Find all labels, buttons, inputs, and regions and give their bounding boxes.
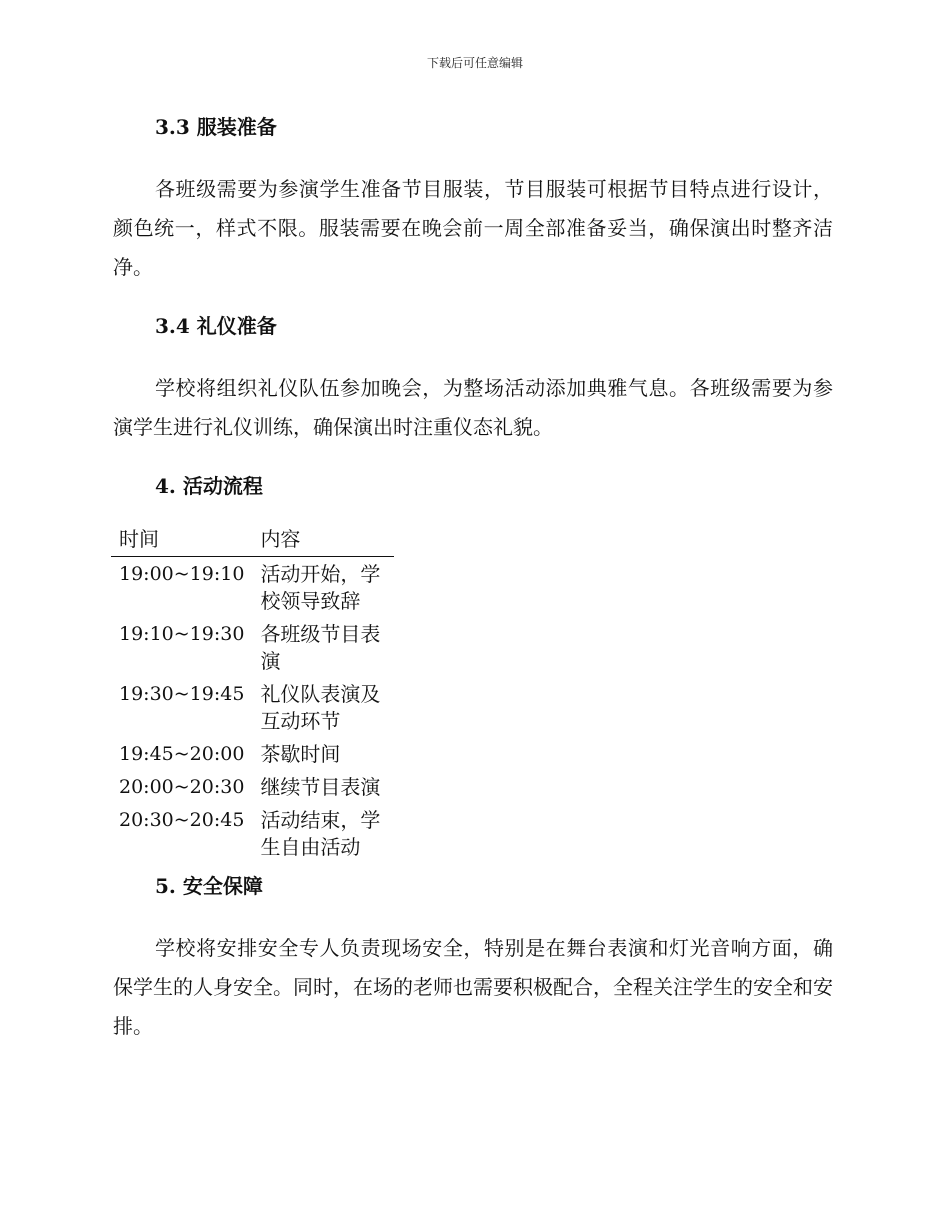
schedule-table bbox=[111, 521, 394, 863]
time-cell: 20:30~20:45 bbox=[119, 809, 245, 831]
section-4-heading: 4. 活动流程 bbox=[155, 474, 263, 498]
time-cell: 19:30~19:45 bbox=[119, 683, 245, 705]
table-header-row bbox=[111, 521, 394, 557]
section-5-heading: 5. 安全保障 bbox=[155, 874, 263, 898]
time-cell: 19:00~19:10 bbox=[119, 563, 245, 585]
table-row bbox=[111, 770, 394, 803]
table-row bbox=[111, 617, 394, 677]
content-cell: 继续节目表演 bbox=[260, 775, 381, 799]
table-row bbox=[111, 803, 394, 863]
table-row bbox=[111, 677, 394, 737]
time-cell: 20:00~20:30 bbox=[119, 776, 245, 798]
document-body bbox=[113, 112, 833, 1046]
section-3-3-heading: 3.3 服装准备 bbox=[155, 115, 277, 139]
column-header-time: 时间 bbox=[111, 521, 252, 557]
section-3-4-paragraph: 学校将组织礼仪队伍参加晚会，为整场活动添加典雅气息。各班级需要为参演学生进行礼仪训练，确保演出时注重仪态礼貌。 bbox=[113, 376, 833, 439]
table-row bbox=[111, 737, 394, 770]
content-cell: 礼仪队表演及互动环节 bbox=[260, 682, 381, 733]
column-header-content: 内容 bbox=[252, 521, 394, 557]
page-header: 下载后可任意编辑 bbox=[426, 56, 523, 70]
section-3-3-paragraph: 各班级需要为参演学生准备节目服装，节目服装可根据节目特点进行设计，颜色统一，样式不限。服装需要在晚会前一周全部准备妥当，确保演出时整齐洁净。 bbox=[113, 177, 833, 279]
content-cell: 茶歇时间 bbox=[260, 742, 341, 766]
time-cell: 19:10~19:30 bbox=[119, 623, 245, 645]
section-3-4-heading: 3.4 礼仪准备 bbox=[155, 314, 277, 338]
content-cell: 各班级节目表演 bbox=[260, 622, 381, 673]
time-cell: 19:45~20:00 bbox=[119, 743, 245, 765]
content-cell: 活动结束，学生自由活动 bbox=[260, 808, 381, 859]
table-row bbox=[111, 557, 394, 618]
content-cell: 活动开始，学校领导致辞 bbox=[260, 562, 381, 613]
section-5-paragraph: 学校将安排安全专人负责现场安全，特别是在舞台表演和灯光音响方面，确保学生的人身安全。同时，在场的老师也需要积极配合，全程关注学生的安全和安排。 bbox=[113, 936, 833, 1038]
